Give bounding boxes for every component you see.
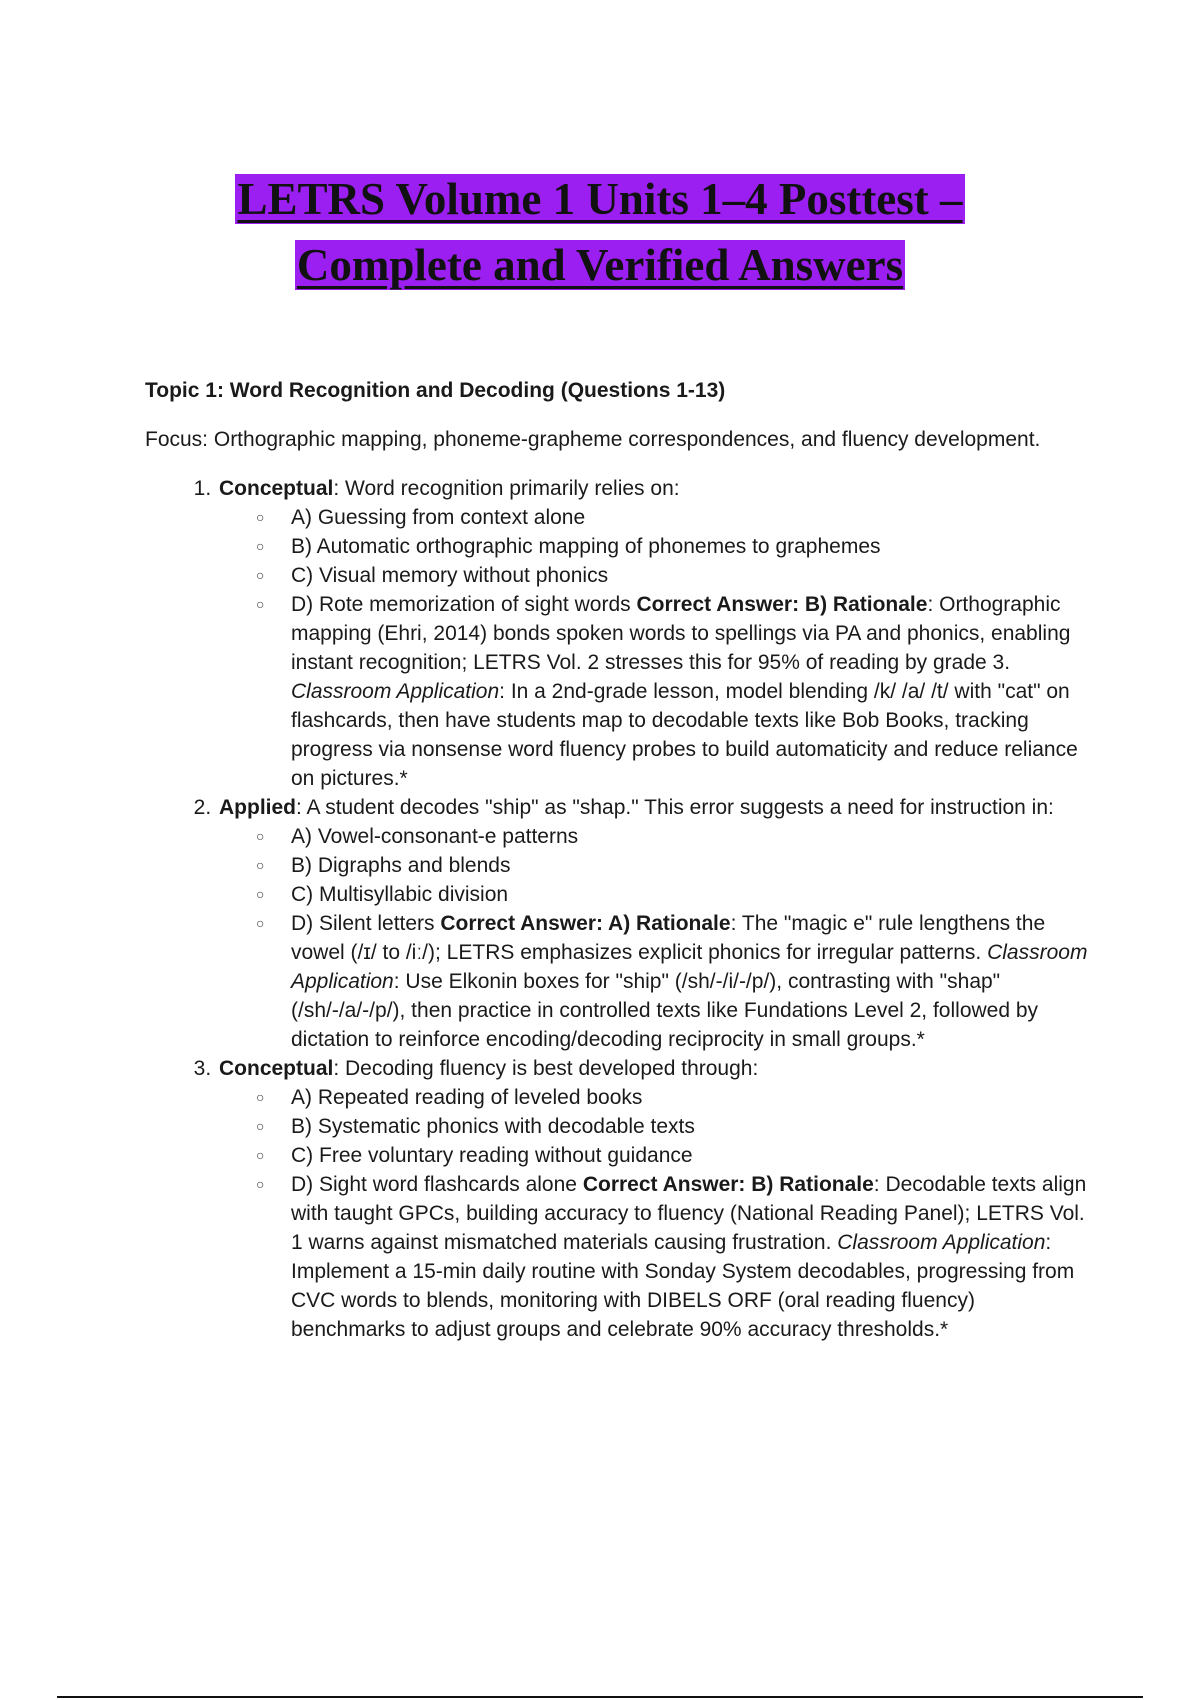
correct-answer: Correct Answer: B)	[582, 1173, 774, 1196]
classroom-application-label: Classroom Application	[837, 1231, 1046, 1254]
question-type: Conceptual	[219, 1057, 334, 1080]
option-item: ○ A) Guessing from context alone	[291, 503, 1095, 532]
classroom-application-label: Classroom Application	[291, 941, 1088, 993]
option-item-with-answer	[291, 1170, 1095, 1344]
question-item	[217, 793, 1095, 1054]
question-item	[217, 474, 1095, 793]
topic-heading: Topic 1: Word Recognition and Decoding (Questions 1-13)	[145, 379, 726, 402]
option-item-with-answer	[291, 909, 1095, 1054]
option-list	[219, 503, 1095, 793]
classroom-application-label: Classroom Application	[291, 680, 500, 703]
option-item: ○ C) Visual memory without phonics	[291, 561, 1095, 590]
rationale-label: Rationale	[779, 1173, 874, 1196]
option-list	[219, 1083, 1095, 1344]
option-item: ○ B) Systematic phonics with decodable texts	[291, 1112, 1095, 1141]
question-item	[217, 1054, 1095, 1344]
option-item: ○ B) Automatic orthographic mapping of phonemes to graphemes	[291, 532, 1095, 561]
question-stem: : Word recognition primarily relies on:	[333, 477, 680, 500]
correct-answer: Correct Answer: B)	[636, 593, 828, 616]
question-stem: : Decoding fluency is best developed through:	[333, 1057, 759, 1080]
question-type: Conceptual	[219, 477, 334, 500]
option-item: ○ A) Vowel-consonant-e patterns	[291, 822, 1095, 851]
option-item: ○ B) Digraphs and blends	[291, 851, 1095, 880]
classroom-application-text: : In a 2nd-grade lesson, model blending /k/ /a/ /t/ with "cat" on flashcards, then have students map to decodable texts like Bob Books, tracking progress via nonsense word fluency probes to build automaticity and reduce reliance on pictures.*	[291, 680, 1078, 790]
title-line-2: Complete and Verified Answers	[296, 240, 904, 290]
rationale-text: : Decodable texts align with taught GPCs, building accuracy to fluency (National Reading Panel); LETRS Vol. 1 warns against mismatched materials causing frustration.	[291, 1173, 1087, 1254]
option-text: D) Rote memorization of sight words	[291, 593, 631, 616]
option-item: ○ C) Free voluntary reading without guidance	[291, 1141, 1095, 1170]
question-type: Applied	[219, 796, 296, 819]
document-body	[145, 376, 1095, 1344]
rationale-text: : Orthographic mapping (Ehri, 2014) bonds spoken words to spellings via PA and phonics, enabling instant recognition; LETRS Vol. 2 stresses this for 95% of reading by grade 3.	[291, 593, 1071, 674]
rationale-text: : The "magic e" rule lengthens the vowel (/ɪ/ to /iː/); LETRS emphasizes explicit phonics for irregular patterns.	[291, 912, 1046, 964]
option-text: D) Silent letters	[291, 912, 435, 935]
classroom-application-text: : Implement a 15-min daily routine with Sonday System decodables, progressing from CVC words to blends, monitoring with DIBELS ORF (oral reading fluency) benchmarks to adjust groups and celebrate 90% accuracy thresholds.*	[291, 1231, 1075, 1341]
question-stem: : A student decodes "ship" as "shap." This error suggests a need for instruction in:	[296, 796, 1054, 819]
option-text: D) Sight word flashcards alone	[291, 1173, 577, 1196]
option-list	[219, 822, 1095, 1054]
option-item: ○ A) Repeated reading of leveled books	[291, 1083, 1095, 1112]
rationale-label: Rationale	[832, 593, 928, 616]
question-list	[145, 474, 1095, 1344]
page-title	[0, 166, 1200, 298]
option-item-with-answer	[291, 590, 1095, 793]
title-line-1: LETRS Volume 1 Units 1–4 Posttest –	[237, 174, 963, 224]
option-item: ○ C) Multisyllabic division	[291, 880, 1095, 909]
topic-focus: Focus: Orthographic mapping, phoneme-grapheme correspondences, and fluency development.	[145, 428, 1041, 451]
page-bottom-rule	[57, 1696, 1143, 1698]
correct-answer: Correct Answer: A)	[440, 912, 631, 935]
rationale-label: Rationale	[636, 912, 731, 935]
classroom-application-text: : Use Elkonin boxes for "ship" (/sh/-/i/-/p/), contrasting with "shap" (/sh/-/a/-/p/), then practice in controlled texts like Fundations Level 2, followed by dictation to reinforce encoding/decoding reciprocity in small groups.*	[291, 970, 1039, 1051]
